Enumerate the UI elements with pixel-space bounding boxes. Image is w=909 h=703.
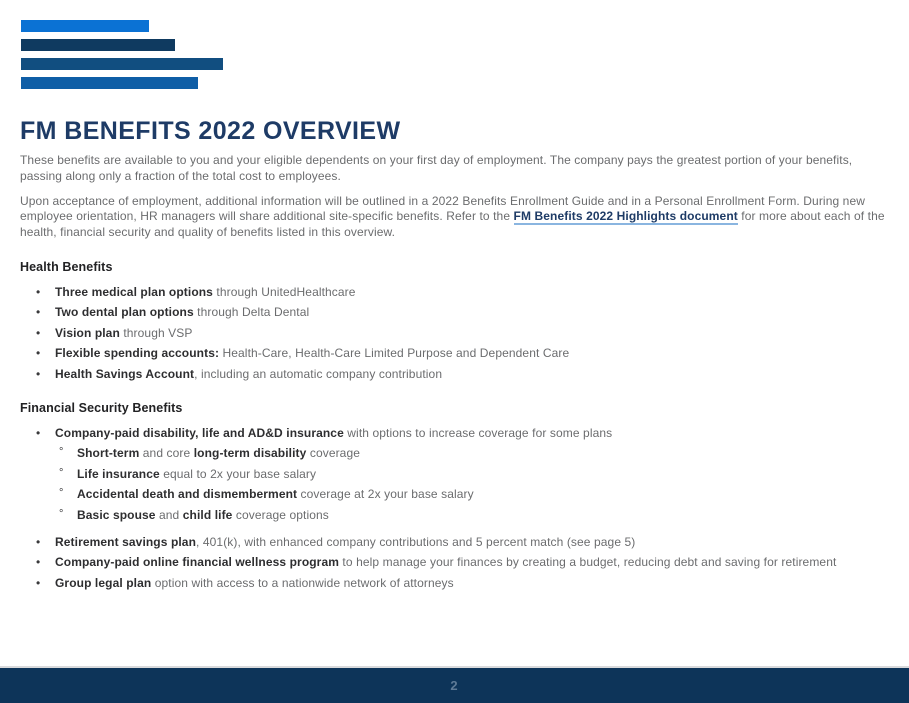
text-segment: Upon acceptance of employment, additional information will be outlined in a 2022 Benefits Enrollment Guide and in a Personal Enrollment Form. During new employee orientation, HR managers will share additional site-specific benefits. Refer to the bbox=[20, 193, 865, 224]
bullet-marker-icon: ° bbox=[59, 466, 64, 479]
text-segment: through Delta Dental bbox=[193, 305, 310, 320]
list-item bbox=[20, 534, 889, 550]
text-segment: These benefits are available to you and your eligible dependents on your first day of employment. The company pays the greatest portion of your benefits, passing along only a fraction of the total cost to employees. bbox=[20, 153, 853, 183]
highlights-document-link[interactable]: FM Benefits 2022 Highlights document bbox=[513, 209, 738, 224]
text-segment: , including an automatic company contribution bbox=[194, 366, 443, 381]
text-segment: Health-Care, Health-Care Limited Purpose and Dependent Care bbox=[219, 346, 570, 361]
bullet-marker-icon: • bbox=[36, 555, 41, 570]
bullet-list bbox=[20, 284, 889, 382]
text-segment: equal to 2x your base salary bbox=[159, 466, 317, 481]
text-segment: to help manage your finances by creating a budget, reducing debt and saving for retirement bbox=[339, 555, 837, 570]
bold-text-segment: Flexible spending accounts: bbox=[55, 346, 220, 361]
text-segment: , 401(k), with enhanced company contributions and 5 percent match (see page 5) bbox=[196, 534, 636, 549]
bullet-marker-icon: • bbox=[36, 425, 41, 440]
bold-text-segment: Three medical plan options bbox=[55, 284, 213, 299]
footer-bar bbox=[0, 666, 909, 703]
page-number: 2 bbox=[450, 678, 459, 693]
document-page bbox=[20, 117, 889, 595]
logo-bar-3 bbox=[21, 58, 223, 70]
list-item bbox=[20, 304, 889, 320]
page-title: FM BENEFITS 2022 OVERVIEW bbox=[20, 117, 401, 145]
text-segment: coverage bbox=[306, 446, 361, 461]
list-item bbox=[20, 575, 889, 591]
text-segment: option with access to a nationwide network of attorneys bbox=[151, 575, 454, 590]
text-segment: with options to increase coverage for some plans bbox=[343, 425, 613, 440]
list-item bbox=[20, 507, 889, 523]
bold-text-segment: Short-term bbox=[77, 446, 140, 461]
bold-text-segment: child life bbox=[182, 507, 233, 522]
bullet-list bbox=[20, 425, 889, 591]
list-item bbox=[20, 486, 889, 502]
list-item bbox=[20, 325, 889, 341]
bullet-marker-icon: • bbox=[36, 325, 41, 340]
logo-bar-4 bbox=[21, 77, 198, 89]
section-heading: Financial Security Benefits bbox=[20, 400, 183, 415]
benefits-sections bbox=[20, 260, 889, 591]
bold-text-segment: Life insurance bbox=[77, 466, 160, 481]
bold-text-segment: Group legal plan bbox=[55, 575, 152, 590]
list-item bbox=[20, 425, 889, 441]
list-item bbox=[20, 466, 889, 482]
section-heading: Health Benefits bbox=[20, 259, 113, 274]
list-item bbox=[20, 366, 889, 382]
logo-bar-2 bbox=[21, 39, 175, 51]
bold-text-segment: Health Savings Account bbox=[55, 366, 195, 381]
bold-text-segment: long-term disability bbox=[193, 446, 307, 461]
text-segment: through UnitedHealthcare bbox=[212, 284, 356, 299]
bullet-marker-icon: • bbox=[36, 284, 41, 299]
bold-text-segment: Company-paid online financial wellness program bbox=[55, 555, 339, 570]
logo-bars bbox=[21, 20, 223, 96]
list-item bbox=[20, 445, 889, 461]
bullet-marker-icon: • bbox=[36, 575, 41, 590]
intro-paragraphs bbox=[20, 153, 889, 241]
intro-paragraph bbox=[20, 194, 889, 241]
bold-text-segment: Basic spouse bbox=[77, 507, 156, 522]
bullet-marker-icon: • bbox=[36, 366, 41, 381]
bullet-marker-icon: ° bbox=[59, 507, 64, 520]
bold-text-segment: Retirement savings plan bbox=[55, 534, 197, 549]
intro-paragraph bbox=[20, 153, 889, 185]
text-segment: and core bbox=[139, 446, 194, 461]
bullet-marker-icon: • bbox=[36, 346, 41, 361]
bullet-marker-icon: • bbox=[36, 534, 41, 549]
text-segment: and bbox=[155, 507, 183, 522]
bullet-marker-icon: ° bbox=[59, 446, 64, 459]
bold-text-segment: Two dental plan options bbox=[55, 305, 194, 320]
text-segment: for more about each of the health, financial security and quality of benefits listed in this overview. bbox=[20, 209, 885, 240]
list-item bbox=[20, 284, 889, 300]
list-item bbox=[20, 554, 889, 570]
bullet-marker-icon: ° bbox=[59, 487, 64, 500]
logo-bar-1 bbox=[21, 20, 149, 32]
bullet-marker-icon: • bbox=[36, 305, 41, 320]
list-item bbox=[20, 345, 889, 361]
text-segment: coverage at 2x your base salary bbox=[297, 487, 474, 502]
text-segment: coverage options bbox=[232, 507, 329, 522]
bold-text-segment: Company-paid disability, life and AD&D insurance bbox=[55, 425, 344, 440]
bold-text-segment: Accidental death and dismemberment bbox=[77, 487, 298, 502]
text-segment: through VSP bbox=[119, 325, 193, 340]
bold-text-segment: Vision plan bbox=[55, 325, 120, 340]
